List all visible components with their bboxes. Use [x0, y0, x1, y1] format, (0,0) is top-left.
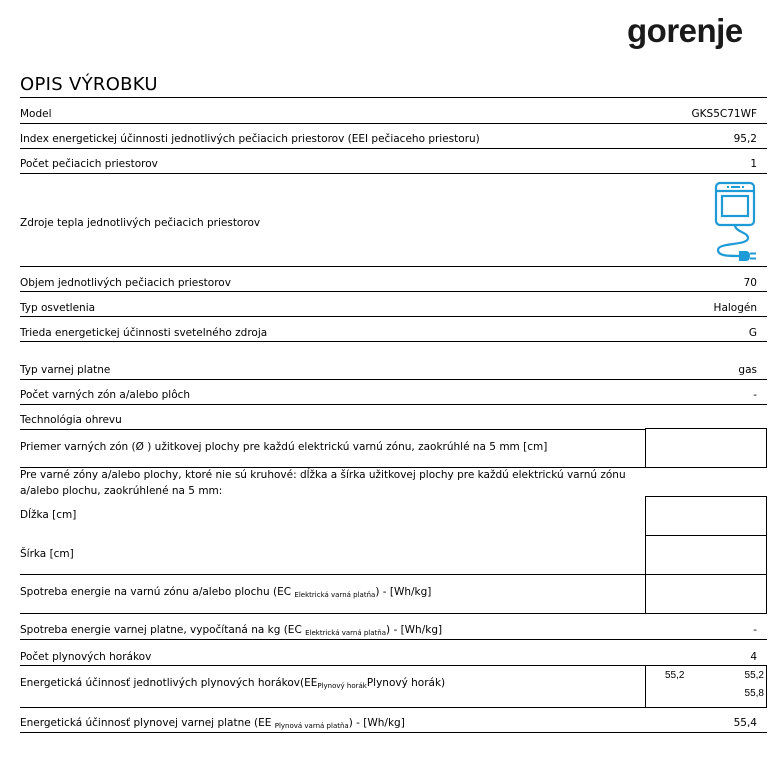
cavities-label: Počet pečiacich priestorov [20, 158, 158, 170]
ec-hob-value: - [753, 624, 757, 636]
ec-hob-label [20, 624, 442, 637]
ee-hob-label-sub: Plynová varná platňa [274, 722, 349, 730]
burner-efficiency-value: 55,2 [744, 670, 764, 681]
zones-value: - [753, 389, 757, 401]
electric-oven-icon [712, 180, 760, 264]
technology-label: Technológia ohrevu [20, 414, 122, 426]
divider [20, 613, 646, 614]
length-label: Dĺžka [cm] [20, 509, 77, 521]
divider [20, 341, 767, 342]
burner-efficiency-value: 55,8 [744, 688, 764, 699]
width-value-cell [645, 535, 767, 575]
ec-zone-label-text: Spotreba energie na varnú zónu a/alebo plochu (EC [20, 586, 295, 598]
heat-source-label: Zdroje tepla jednotlivých pečiacich priestorov [20, 217, 261, 229]
ec-zone-label-unit: ) - [Wh/kg] [375, 586, 432, 598]
ee-burner-label [20, 677, 445, 690]
ee-burner-label-text: Energetická účinnosť jednotlivých plynových horákov(EE [20, 677, 318, 689]
divider [20, 379, 767, 380]
lighting-label: Typ osvetlenia [20, 302, 96, 314]
ee-burner-label-sub: Plynový horák [317, 682, 367, 690]
eei-label: Index energetickej účinnosti jednotlivých pečiacich priestorov (EEI pečiaceho priestoru) [20, 133, 480, 145]
cavities-value: 1 [750, 158, 757, 170]
ec-hob-label-sub: Elektrická varná platňa [305, 629, 387, 637]
divider [20, 665, 767, 666]
hob-type-value: gas [738, 364, 757, 376]
divider [20, 707, 767, 708]
width-label: Šírka [cm] [20, 548, 74, 560]
divider [20, 173, 767, 174]
burners-value: 4 [750, 651, 757, 663]
ec-zone-value-cell [645, 574, 767, 614]
ee-burner-label-post: Plynový horák) [366, 677, 446, 689]
volume-label: Objem jednotlivých pečiacich priestorov [20, 277, 231, 289]
cell-divider [766, 665, 767, 707]
divider [20, 429, 646, 430]
hob-type-label: Typ varnej platne [20, 364, 111, 376]
divider [20, 732, 767, 733]
cell-divider [645, 665, 646, 707]
light-class-label: Trieda energetickej účinnosti svetelného zdroja [20, 327, 268, 339]
divider [20, 123, 767, 124]
ee-hob-label [20, 717, 405, 730]
ec-hob-label-text: Spotreba energie varnej platne, vypočítaná na kg (EC [20, 624, 306, 636]
eei-value: 95,2 [733, 133, 757, 145]
burner-efficiency-value: 55,2 [665, 670, 685, 681]
divider [20, 148, 767, 149]
burners-label: Počet plynových horákov [20, 651, 152, 663]
divider [20, 316, 767, 317]
divider [20, 97, 767, 98]
length-value-cell [645, 496, 767, 536]
light-class-value: G [748, 327, 757, 339]
noncircular-label: Pre varné zóny a/alebo plochy, ktoré nie sú kruhové: dĺžka a šírka užitkovej plochy pre každú elektrickú varnú zónu a/alebo plochu, zaokrúhlené na 5 mm: [20, 469, 626, 497]
divider [20, 266, 767, 267]
diameter-value-cell [645, 428, 767, 468]
ee-hob-label-text: Energetická účinnosť plynovej varnej platne (EE [20, 717, 275, 729]
model-label: Model [20, 108, 52, 120]
ee-hob-label-unit: ) - [Wh/kg] [348, 717, 405, 729]
gorenje-logo: gorenje [627, 12, 743, 49]
ee-hob-value: 55,4 [733, 717, 757, 729]
volume-value: 70 [743, 277, 757, 289]
ec-zone-label [20, 586, 431, 599]
zones-label: Počet varných zón a/alebo plôch [20, 389, 191, 401]
divider [20, 404, 767, 405]
model-value: GKS5C71WF [691, 108, 757, 120]
divider [20, 291, 767, 292]
ec-zone-label-sub: Elektrická varná platňa [294, 591, 376, 599]
ec-hob-label-unit: ) - [Wh/kg] [386, 624, 443, 636]
diameter-label: Priemer varných zón (Ø ) užitkovej plochy pre každú elektrickú varnú zónu, zaokrúhlé na 5 mm [cm] [20, 441, 548, 453]
lighting-value: Halogén [713, 302, 757, 314]
divider [20, 574, 646, 575]
divider [20, 639, 767, 640]
page-title: OPIS VÝROBKU [20, 74, 158, 95]
